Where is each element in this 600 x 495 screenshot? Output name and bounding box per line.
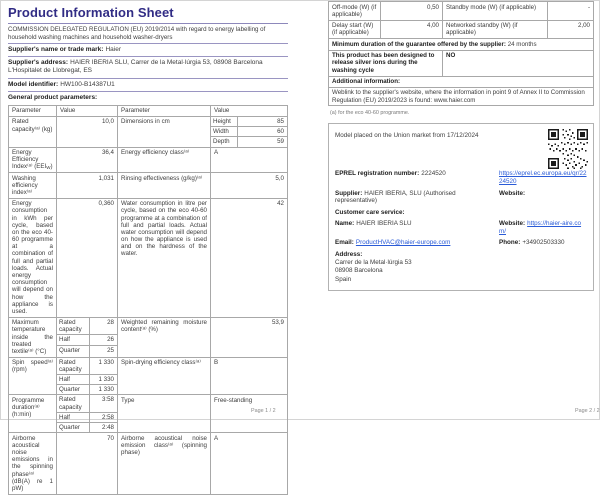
dimension-row: Height 85 bbox=[213, 117, 284, 125]
sub-row: Quarter 25 bbox=[57, 345, 117, 356]
param-cell: Energy efficiency class⁽ᵃ⁾ bbox=[118, 148, 211, 173]
table-row-noise bbox=[9, 432, 287, 494]
col-header: Value bbox=[57, 106, 118, 116]
col-header: Value bbox=[214, 107, 230, 115]
eprel-link[interactable]: https://eprel.ec.europa.eu/qr/2224520 bbox=[499, 170, 587, 186]
customer-care-heading: Customer care service: bbox=[335, 208, 405, 216]
additional-info-label: Additional information: bbox=[332, 78, 401, 85]
sub-row: Quarter 2:48 bbox=[57, 422, 117, 432]
footnote: (a) for the eco 40-60 programme. bbox=[330, 110, 410, 117]
silver-ions-value: NO bbox=[446, 52, 456, 60]
param-cell: Rated capacity⁽ᵃ⁾ (kg) bbox=[9, 117, 57, 147]
email-label: Email: bbox=[335, 239, 354, 247]
qr-code-icon bbox=[548, 129, 588, 169]
supplier-address-label: Supplier's address: bbox=[8, 59, 69, 67]
table-row-off-standby bbox=[329, 2, 593, 20]
value-cell: Free-standing bbox=[214, 396, 253, 404]
param-cell: Weighted remaining moisture content⁽ᵃ⁾ (%) bbox=[118, 318, 211, 357]
phone-label: Phone: bbox=[499, 239, 521, 247]
model-identifier-label: Model identifier: bbox=[8, 80, 59, 88]
sub-row: Rated capacity 28 bbox=[59, 318, 114, 333]
address-line: Carrer de la Metal·lúrgia 53 bbox=[335, 258, 412, 266]
param-cell: Spin speed⁽ᵃ⁾ (rpm) bbox=[9, 358, 57, 395]
temperature-subtable bbox=[57, 318, 118, 357]
param-cell: Programme duration⁽ᵃ⁾ (h:min) bbox=[9, 395, 57, 432]
param-cell: Energy Efficiency Index⁽ᵃ⁾ $(EEI_W)$ bbox=[9, 148, 57, 173]
address-line: 08908 Barcelona bbox=[335, 267, 383, 275]
email-link[interactable]: ProductHVAC@haier-europe.com bbox=[355, 239, 451, 247]
market-info-box bbox=[328, 123, 594, 291]
value-cell: A bbox=[214, 434, 219, 442]
guarantee-value: 24 months bbox=[507, 40, 537, 48]
page2-footer: Page 2 / 2 bbox=[575, 408, 600, 414]
col-header: Parameter bbox=[9, 106, 57, 116]
table-row-programme-duration bbox=[9, 394, 287, 432]
param-cell: Spin-drying efficiency class⁽ᵃ⁾ bbox=[118, 358, 211, 395]
general-parameters-heading: General product parameters: bbox=[8, 91, 288, 104]
sub-row: Rated capacity 1 330 bbox=[59, 358, 114, 373]
supplier-value: HAIER IBERIA, SLU (Authorised representative) bbox=[335, 189, 456, 205]
email-row bbox=[335, 239, 587, 247]
duration-subtable bbox=[57, 395, 118, 432]
param-cell: Type bbox=[118, 395, 211, 432]
supplier-name-row bbox=[8, 43, 288, 56]
value-cell: 10,0 bbox=[57, 117, 118, 147]
param-cell: Maximum temperature inside the treated textile⁽ᵃ⁾ (°C) bbox=[9, 318, 57, 357]
value-cell: 42 bbox=[277, 200, 284, 208]
table-row-delay-networked bbox=[329, 20, 593, 39]
supplier-name-label: Supplier's name or trade mark: bbox=[8, 46, 104, 54]
value-cell: A bbox=[214, 149, 219, 156]
regulation-text: COMMISSION DELEGATED REGULATION (EU) 2019/2014 with regard to energy labelling of household washing machines and household washer-dryers bbox=[8, 26, 266, 41]
supplier-website-link[interactable]: https://haier-aire.com/ bbox=[499, 220, 582, 235]
address-block bbox=[335, 251, 587, 284]
table-row-rated-capacity bbox=[9, 116, 287, 147]
param-cell: Water consumption in litre per cycle, based on the eco 40-60 programme at a combination of full and partial loads. Actual water consumption will depend on how the appliance is used and on the hardness of the water. bbox=[118, 199, 211, 317]
eprel-label: EPREL registration number: bbox=[335, 170, 420, 178]
table-row-eei bbox=[9, 147, 287, 173]
page-2 bbox=[328, 1, 594, 291]
address-line: Spain bbox=[335, 275, 352, 283]
guarantee-label: Minimum duration of the guarantee offered by the supplier: bbox=[332, 40, 506, 48]
spin-speed-subtable bbox=[57, 358, 118, 395]
name-value: HAIER IBERIA SLU bbox=[356, 220, 412, 228]
supplier-name-value: Haier bbox=[105, 46, 122, 54]
supplier-row bbox=[335, 190, 587, 206]
param-cell: Networked standby (W) (if applicable) bbox=[443, 21, 548, 39]
name-label: Name: bbox=[335, 220, 355, 228]
model-identifier-value: HW100-B14387U1 bbox=[60, 80, 115, 88]
param-cell: Airborne acoustical noise emission class⁽ᵃ⁾ (spinning phase) bbox=[118, 433, 211, 494]
value-cell: B bbox=[214, 359, 219, 367]
page-title: Product Information Sheet bbox=[8, 5, 174, 20]
address-label: Address: bbox=[335, 250, 363, 258]
table-row-energy-water bbox=[9, 198, 287, 317]
value-cell: 0,360 bbox=[57, 199, 118, 317]
sub-row: Half 26 bbox=[57, 334, 117, 345]
power-modes-table bbox=[328, 1, 594, 106]
name-row bbox=[335, 220, 587, 236]
table-row-spin-speed bbox=[9, 357, 287, 395]
sub-row: Half 1 330 bbox=[57, 374, 117, 384]
sub-row: Quarter 1 330 bbox=[57, 384, 117, 394]
model-identifier-row bbox=[8, 78, 288, 91]
website-label: Website: bbox=[499, 189, 526, 197]
value-cell: 4,00 bbox=[381, 21, 443, 39]
supplier-address-row bbox=[8, 56, 288, 77]
value-cell: 0,50 bbox=[381, 2, 443, 20]
page-1 bbox=[8, 4, 288, 495]
eprel-row bbox=[335, 170, 587, 186]
value-cell: 70 bbox=[57, 433, 118, 494]
value-cell: - bbox=[587, 3, 590, 11]
param-cell: Delay start (W) (if applicable) bbox=[329, 21, 381, 39]
sub-row: Half 2:58 bbox=[57, 412, 117, 422]
parameters-table bbox=[8, 105, 288, 495]
value-cell: 5,0 bbox=[275, 174, 284, 182]
table-row-washing-efficiency bbox=[9, 172, 287, 198]
value-cell: 36,4 bbox=[57, 148, 118, 173]
weblink-url: www.haier.com bbox=[433, 96, 476, 104]
param-cell: Dimensions in cm bbox=[118, 117, 211, 147]
market-placed-text: Model placed on the Union market from 17/12/2024 bbox=[335, 132, 479, 140]
param-cell: Standby mode (W) (if applicable) bbox=[443, 2, 548, 20]
supplier-address-value: HAIER IBERIA SLU, Carrer de la Metal·lúrgia 53, 08908 Barcelona L'Hospitalet de Llobregat, ES bbox=[8, 59, 263, 75]
phone-value: +34902503330 bbox=[522, 239, 565, 247]
page1-footer: Page 1 / 2 bbox=[251, 408, 276, 414]
supplier-label: Supplier: bbox=[335, 189, 363, 197]
param-cell: Airborne acoustical noise emissions in the spinning phase⁽ᵃ⁾ (dB(A) re 1 pW) bbox=[9, 433, 57, 494]
param-cell: Energy consumption in kWh per cycle, based on the eco 40-60 programme at a combination of full and partial loads. Actual energy consumption will depend on how the appliance is used. bbox=[9, 199, 57, 317]
param-cell: Off-mode (W) (if applicable) bbox=[329, 2, 381, 20]
silver-ions-row bbox=[329, 50, 593, 76]
value-cell: 53,9 bbox=[271, 319, 284, 327]
param-cell: Washing efficiency index⁽ᵃ⁾ bbox=[9, 173, 57, 198]
table-header-row bbox=[9, 106, 287, 116]
value-cell: 2,00 bbox=[577, 22, 590, 30]
dimension-row: Width 60 bbox=[211, 126, 287, 136]
additional-info-row bbox=[329, 76, 593, 87]
dimensions-subtable bbox=[211, 117, 287, 147]
col-header: Parameter bbox=[118, 106, 211, 116]
param-cell: Rinsing effectiveness (g/kg)⁽ᵃ⁾ bbox=[118, 173, 211, 198]
website2-label: Website: bbox=[499, 220, 526, 228]
eprel-number: 2224520 bbox=[421, 170, 446, 178]
silver-ions-label: This product has been designed to release silver ions during the washing cycle bbox=[332, 52, 435, 74]
dimension-row: Depth 59 bbox=[211, 136, 287, 146]
weblink-text: Weblink to the supplier's website, where the information in point 9 of Annex II to Commission Regulation (EU) 2019/2023 is found: bbox=[332, 89, 585, 104]
guarantee-row bbox=[329, 38, 593, 49]
weblink-row bbox=[329, 87, 593, 106]
value-cell: 1,031 bbox=[57, 173, 118, 198]
sub-row: Rated capacity 3:58 bbox=[59, 396, 114, 411]
table-row-max-temperature bbox=[9, 317, 287, 357]
